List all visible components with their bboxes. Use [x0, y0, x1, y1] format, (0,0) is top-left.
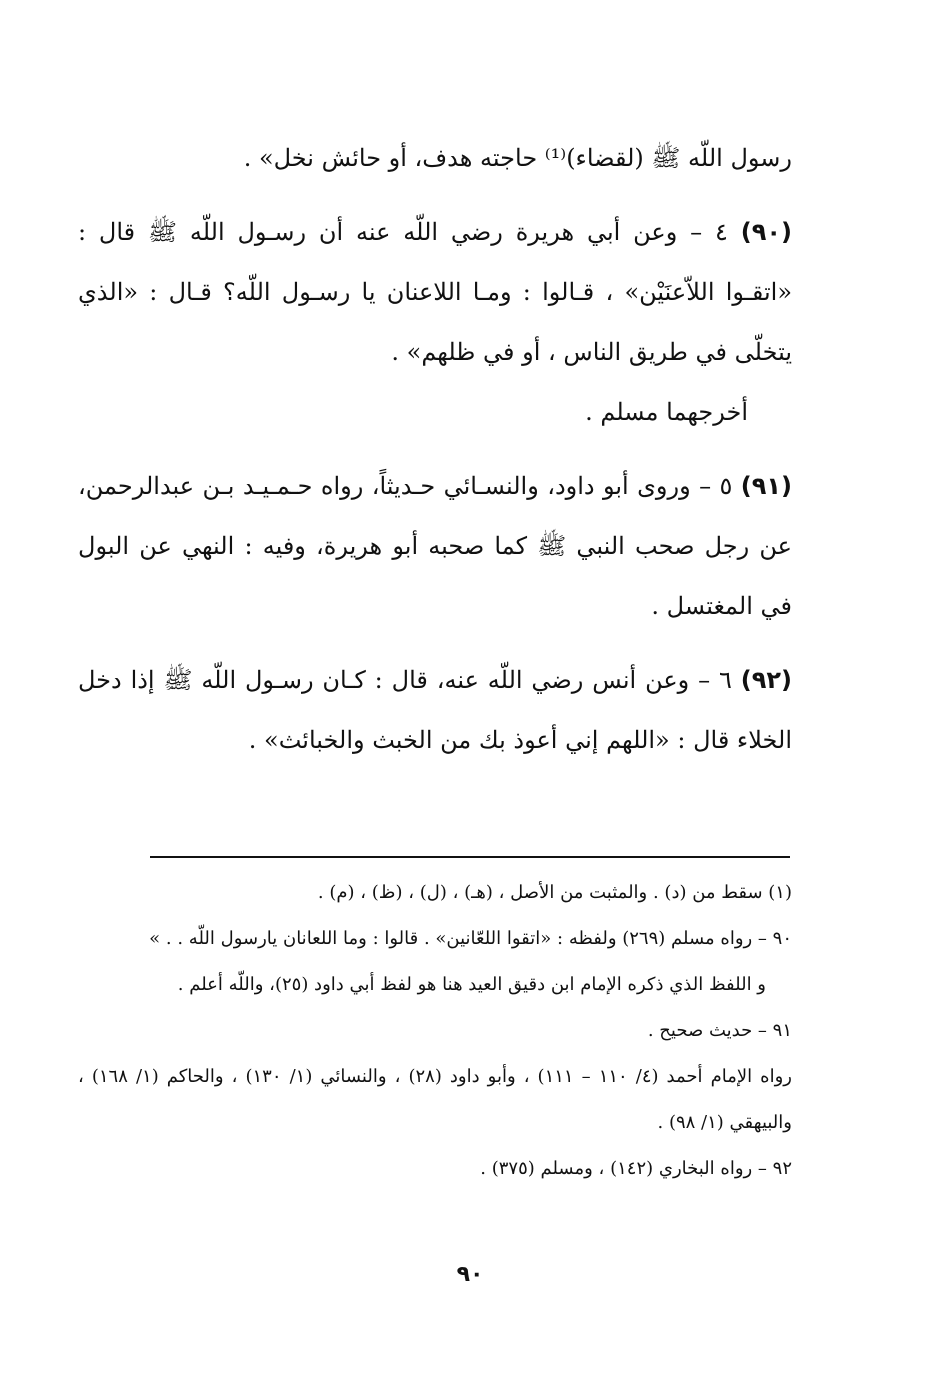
- hadith-number: (٩٢): [740, 666, 792, 694]
- hadith-number: (٩٠): [740, 218, 792, 246]
- hadith-number: (٩١): [740, 472, 792, 500]
- footnote-91-continuation: رواه الإمام أحمد (٤/ ١١٠ – ١١١) ، وأبو داود (٢٨) ، والنسائي (١/ ١٣٠) ، والحاكم (١/ ١٦٨) ، والبيهقي (١/ ٩٨) .: [78, 1066, 792, 1133]
- page-number: ٩٠: [456, 1262, 484, 1287]
- paragraph-continuation: [78, 128, 792, 188]
- footnote-1: (١) سقط من (د) . والمثبت من الأصل ، (هـ) ، (ل) ، (ظ) ، (م) .: [317, 882, 792, 903]
- source-text: أخرجهما مسلم .: [585, 398, 748, 426]
- footnotes: [78, 870, 792, 1192]
- hadith-text: ٦ – وعن أنس رضي اللّه عنه، قال : كـان رسـول اللّه ﷺ إذا دخل الخلاء قال : «اللهم إني أعوذ بك من الخبث والخبائث» .: [78, 666, 792, 754]
- hadith-92: [78, 650, 792, 770]
- hadith-text: ٤ – وعن أبي هريرة رضي اللّه عنه أن رسـول اللّه ﷺ قال : «اتقـوا اللاّعنَيْن» ، قـالوا : ومـا اللاعنان يا رسـول اللّه؟ قـال : «الذي يتخلّى في طريق الناس ، أو في ظلهم» .: [78, 218, 792, 366]
- footnote-90: ٩٠ – رواه مسلم (٢٦٩) ولفظه : «اتقوا اللعّانين» . قالوا : وما اللعانان يارسول اللّه . . »: [149, 928, 792, 949]
- footnote-92: ٩٢ – رواه البخاري (١٤٢) ، ومسلم (٣٧٥) .: [480, 1158, 792, 1179]
- footnote-90-continuation: و اللفظ الذي ذكره الإمام ابن دقيق العيد هنا هو لفظ أبي داود (٢٥)، واللّه أعلم .: [177, 974, 766, 995]
- hadith-text: ٥ – وروى أبو داود، والنسـائي حـديثاً، رواه حـمـيـد بـن عبدالرحمن، عن رجل صحب النبي ﷺ كما صحبه أبو هريرة، وفيه : النهي عن البول في المغتسل .: [78, 472, 792, 620]
- footnote-91: ٩١ – حديث صحيح .: [647, 1020, 792, 1041]
- main-text: [78, 128, 792, 770]
- hadith-90: [78, 202, 792, 382]
- paragraph-text: رسول اللّه ﷺ (لقضاء)⁽¹⁾ حاجته هدف، أو حائش نخل» .: [243, 144, 792, 172]
- source-note: [78, 382, 792, 442]
- footnote-divider: [150, 856, 790, 858]
- hadith-91: [78, 456, 792, 636]
